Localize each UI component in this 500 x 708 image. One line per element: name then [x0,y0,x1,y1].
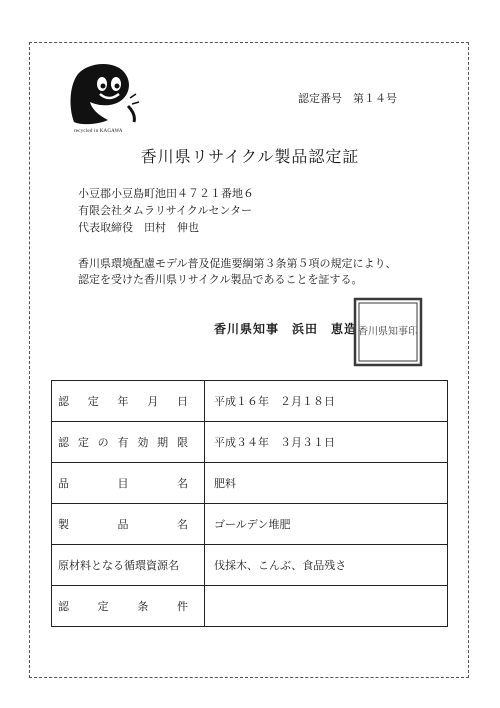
label-char: と [91,559,102,572]
label-char: 日 [177,395,188,408]
label-char: 月 [147,395,159,408]
label-char: 認 [58,436,69,449]
label-char: 認 [58,600,69,613]
recipient-block [78,185,254,236]
details-row [52,381,448,422]
label-char: 品 [117,518,129,531]
details-label [58,475,188,491]
label-char: 名 [177,518,188,531]
label-char: 期 [157,436,169,449]
statement-line-1: 香川県環境配慮モデル普及促進要綱第３条第５項の規定により、 [78,257,397,270]
label-char: 製 [58,518,69,531]
document-title: 香川県リサイクル製品認定証 [140,147,360,166]
label-char: 件 [176,600,188,613]
official-seal-stamp [352,296,424,368]
label-char: 年 [117,395,129,408]
label-char: 原 [58,559,69,572]
label-char: る [113,559,124,572]
label-char: 定 [97,600,109,613]
details-label [58,434,188,450]
details-label [58,557,198,573]
statement-line-2: 認定を受けた香川県リサイクル製品であることを証する。 [78,273,363,286]
seal-text: 香川県知事印 [358,326,418,338]
details-label [58,598,188,614]
details-label-cell [52,381,205,422]
label-char: 資 [146,559,157,572]
details-row [52,463,448,504]
certificate-number: 認定番号 第１４号 [298,92,397,105]
label-char: 循 [124,559,135,572]
details-row [52,586,448,627]
recipient-company: 有限会社タムラリサイクルセンター [78,204,253,217]
details-value: ゴールデン堆肥 [205,504,448,545]
label-char: 定 [87,395,99,408]
label-char: 名 [177,477,188,490]
recycle-mascot-logo [64,62,140,126]
recipient-representative: 代表取締役 田村 伸也 [78,221,199,234]
mascot-caption: recycled in KAGAWA [74,129,123,134]
label-char: 料 [80,559,91,572]
details-value: 肥料 [205,463,448,504]
details-value [205,586,448,627]
details-row [52,422,448,463]
label-char: な [102,559,113,572]
details-label-cell [52,504,205,545]
label-char: 認 [58,395,69,408]
certification-details-table [51,380,448,627]
details-label-cell [52,586,205,627]
label-char: 定 [77,436,89,449]
details-label-cell [52,422,205,463]
details-value: 伐採木、こんぶ、食品残さ [205,545,448,586]
label-char: 条 [137,600,149,613]
label-char: 源 [157,559,168,572]
details-value: 平成１６年 ２月１８日 [205,381,448,422]
label-char: 目 [117,477,129,490]
label-char: 有 [117,436,129,449]
label-char: 品 [58,477,69,490]
details-label [58,516,188,532]
governor-signature: 香川県知事 浜田 恵造 [214,322,358,336]
details-label-cell [52,545,205,586]
label-char: 名 [168,559,179,572]
label-char: の [97,436,109,449]
details-label-cell [52,463,205,504]
label-char: 環 [135,559,146,572]
recipient-address: 小豆郡小豆島町池田４７２１番地６ [78,187,254,200]
details-label [58,393,188,409]
details-value: 平成３４年 ３月３１日 [205,422,448,463]
details-row [52,545,448,586]
label-char: 限 [176,436,188,449]
label-char: 効 [137,436,149,449]
label-char: 材 [69,559,80,572]
certification-statement [78,256,396,288]
details-row [52,504,448,545]
